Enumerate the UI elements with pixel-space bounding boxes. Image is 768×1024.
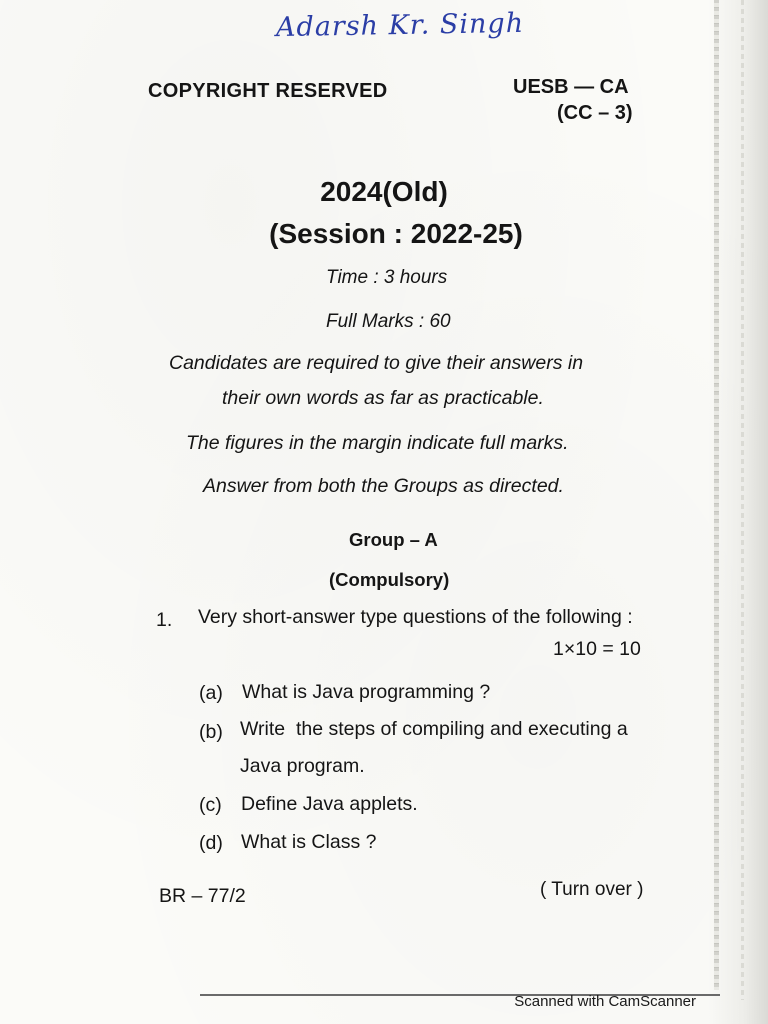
question-marks: 1×10 = 10 (553, 638, 641, 660)
part-d-label: (d) (199, 832, 223, 854)
question-text: Very short-answer type questions of the following : (198, 606, 633, 628)
part-c-label: (c) (199, 794, 222, 816)
paper-code: (CC – 3) (557, 102, 633, 124)
camscanner-watermark: Scanned with CamScanner (514, 993, 696, 1010)
part-d-text: What is Class ? (241, 831, 377, 853)
group-subtitle: (Compulsory) (329, 569, 450, 590)
instruction-line-4: Answer from both the Groups as directed. (203, 475, 564, 497)
full-marks: Full Marks : 60 (326, 311, 451, 332)
turn-over-note: ( Turn over ) (540, 879, 644, 900)
part-c-text: Define Java applets. (241, 793, 418, 815)
instruction-line-3: The figures in the margin indicate full marks. (186, 432, 569, 454)
page-edge-texture (714, 0, 719, 990)
paper-code-footer: BR – 77/2 (159, 885, 246, 907)
instruction-line-2: their own words as far as practicable. (222, 387, 544, 409)
group-title: Group – A (349, 529, 438, 550)
course-code: UESB — CA (513, 76, 629, 98)
handwritten-signature: Adarsh Kr. Singh (275, 7, 525, 44)
part-b-text-continued: Java program. (240, 755, 365, 777)
part-a-text: What is Java programming ? (242, 681, 491, 703)
exam-time: Time : 3 hours (326, 267, 448, 288)
question-number: 1. (156, 609, 173, 631)
exam-year: 2024(Old) (320, 176, 448, 207)
part-a-label: (a) (199, 682, 223, 704)
part-b-text: Write the steps of compiling and executing a (240, 718, 628, 740)
copyright-notice: COPYRIGHT RESERVED (148, 80, 388, 102)
instruction-line-1: Candidates are required to give their answers in (169, 352, 584, 374)
page-edge-texture-secondary (741, 0, 744, 1000)
part-b-label: (b) (199, 721, 223, 743)
exam-session: (Session : 2022-25) (269, 218, 523, 249)
